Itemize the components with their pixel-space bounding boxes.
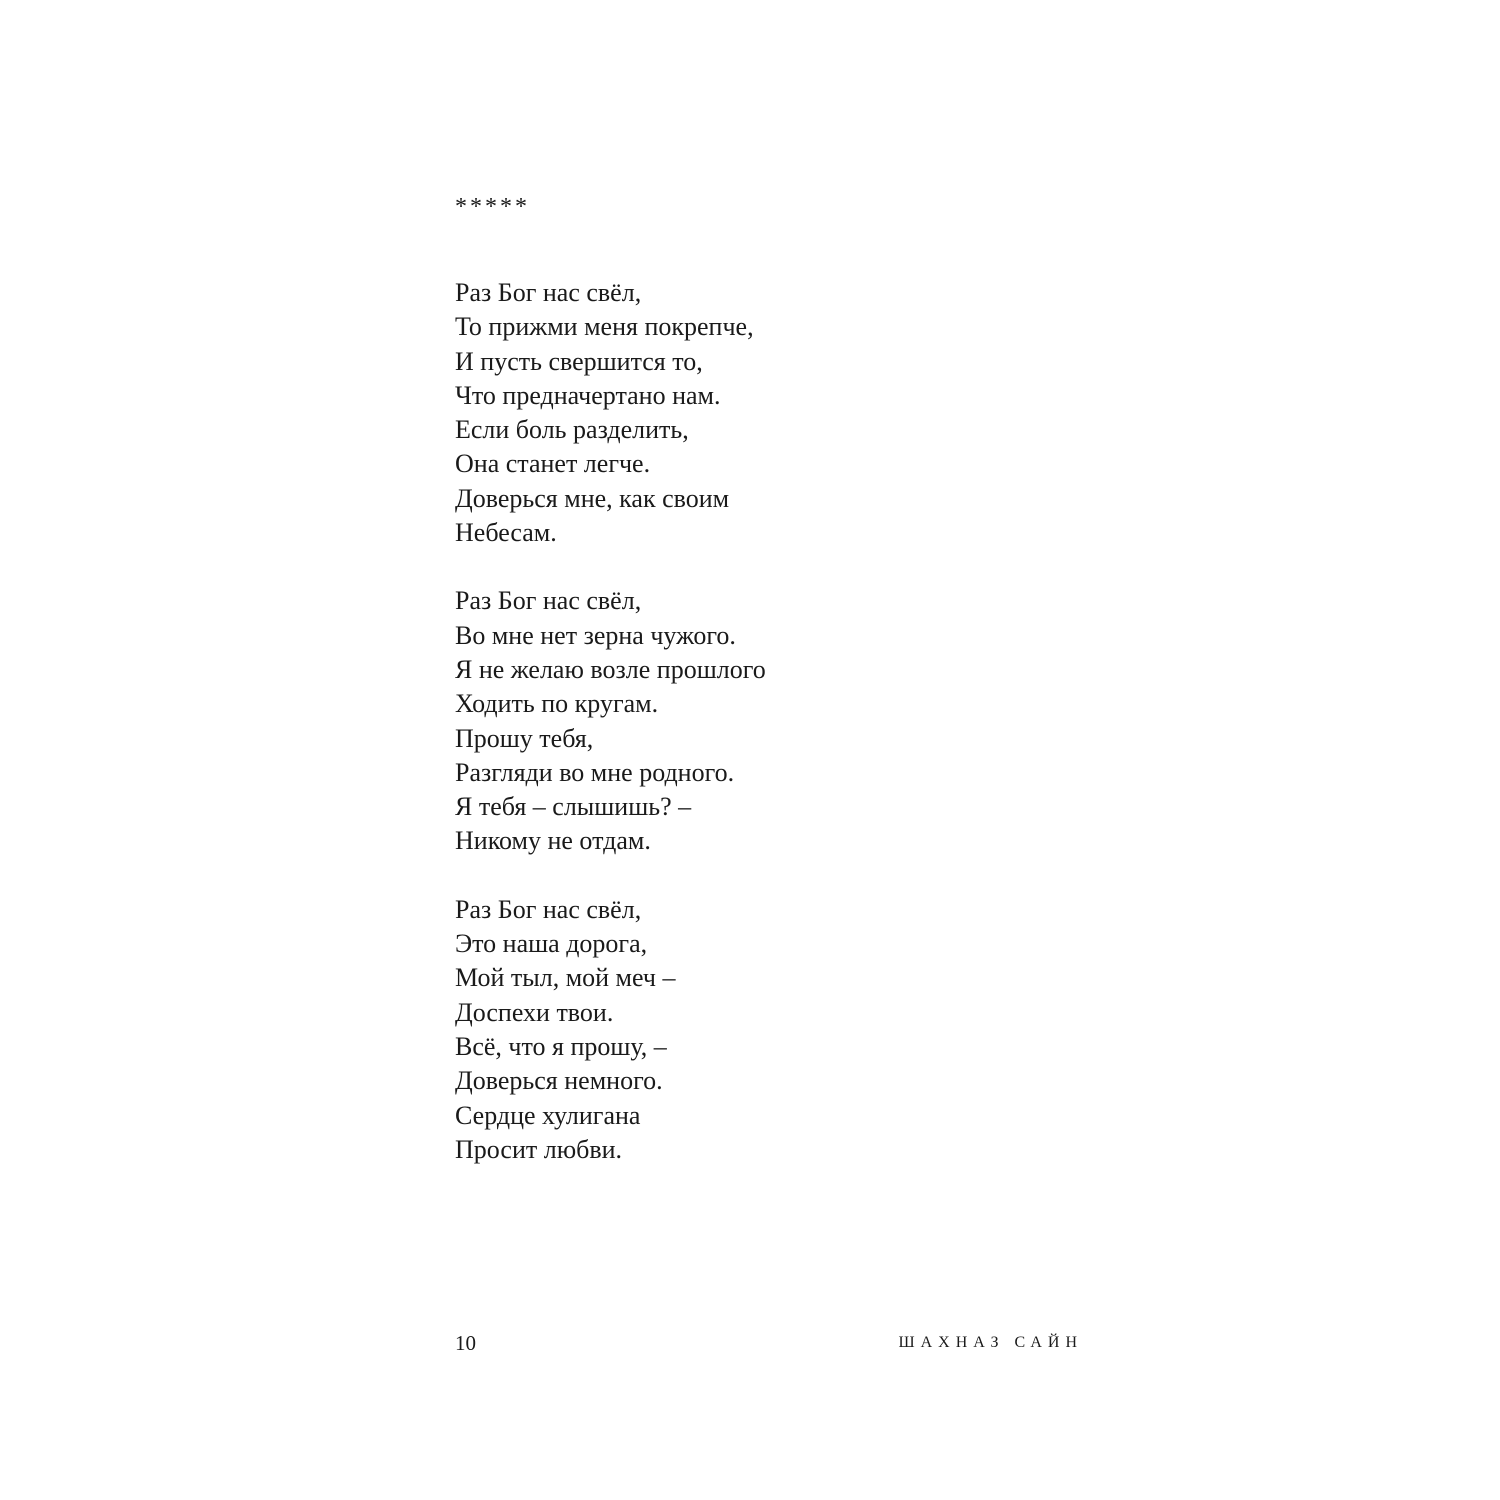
page-footer: [455, 1328, 1083, 1358]
poem-line: Раз Бог нас свёл,: [455, 894, 642, 924]
poem-line: Прошу тебя,: [455, 723, 594, 753]
stanza-1: [455, 276, 1075, 550]
poem-line: Я тебя – слышишь? –: [455, 792, 692, 822]
poem-line: Раз Бог нас свёл,: [455, 278, 642, 307]
stanza-3: [455, 893, 1075, 1167]
poem-line: Это наша дорога,: [455, 929, 648, 959]
poem-line: Доспехи твои.: [455, 997, 614, 1027]
poem-line: Ходить по кругам.: [455, 689, 659, 719]
poem: [455, 190, 1075, 1201]
poem-line: Если боль разделить,: [455, 415, 689, 445]
poem-line: То прижми меня покрепче,: [455, 312, 754, 342]
poem-line: Мой тыл, мой меч –: [455, 963, 676, 993]
poem-line: Доверься немного.: [455, 1066, 663, 1096]
poem-line: Что предначертано нам.: [455, 380, 721, 410]
poem-line: Я не желаю возле прошлого: [455, 654, 766, 684]
page-number: 10: [455, 1331, 476, 1355]
stanza-2: [455, 584, 1075, 858]
poem-line: Она станет легче.: [455, 449, 651, 479]
author-running-head: ШАХНАЗ САЙН: [898, 1334, 1083, 1351]
poem-line: Всё, что я прошу, –: [455, 1031, 667, 1061]
poem-line: Никому не отдам.: [455, 826, 651, 856]
poem-line: Сердце хулигана: [455, 1100, 641, 1130]
poem-line: Просит любви.: [455, 1134, 623, 1164]
poem-line: Раз Бог нас свёл,: [455, 586, 642, 616]
poem-line: Доверься мне, как своим: [455, 483, 730, 513]
poem-line: Небесам.: [455, 518, 557, 548]
poem-line: Разгляди во мне родного.: [455, 757, 735, 787]
poem-line: И пусть свершится то,: [455, 346, 703, 376]
section-ornament: *****: [455, 194, 530, 220]
poem-line: Во мне нет зерна чужого.: [455, 620, 736, 650]
